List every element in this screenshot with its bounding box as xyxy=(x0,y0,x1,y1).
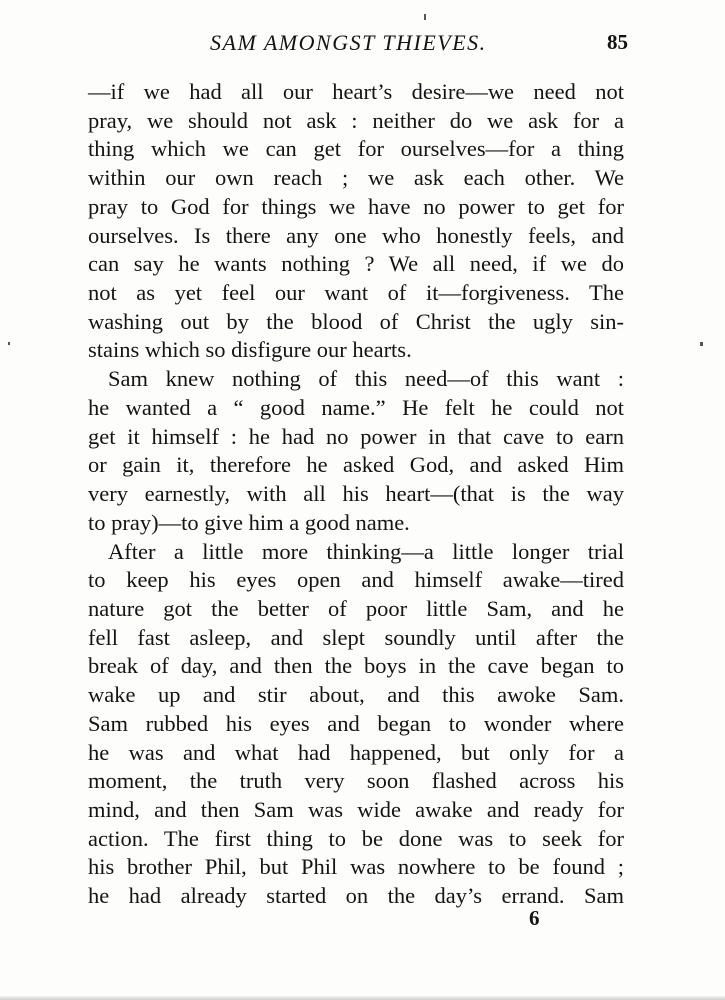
text-line: mind, and then Sam was wide awake and ready for xyxy=(88,796,624,822)
text-line: break of day, and then the boys in the cave began to xyxy=(88,653,624,679)
text-line: ourselves. Is there any one who honestly feels, and xyxy=(88,222,624,248)
page-number: 85 xyxy=(607,30,628,54)
text-line: he wanted a “ good name.” He felt he could not xyxy=(88,394,624,420)
page-bottom-edge xyxy=(0,996,725,1000)
text-line: fell fast asleep, and slept soundly until after the xyxy=(88,624,624,650)
text-line: he was and what had happened, but only for a xyxy=(88,739,624,765)
body-text xyxy=(88,78,624,911)
text-line: to pray)—to give him a good name. xyxy=(88,509,410,535)
running-title: SAM AMONGST THIEVES. xyxy=(210,30,487,55)
text-line: he had already started on the day’s errand. Sam xyxy=(88,883,624,909)
text-line: action. The first thing to be done was to seek for xyxy=(88,825,624,851)
text-line: thing which we can get for ourselves—for a thing xyxy=(88,136,624,162)
text-line: stains which so disfigure our hearts. xyxy=(88,337,412,363)
text-line: pray to God for things we have no power to get for xyxy=(88,193,624,219)
text-line: very earnestly, with all his heart—(that is the way xyxy=(88,481,624,507)
text-line: within our own reach ; we ask each other. We xyxy=(88,165,624,191)
text-line: nature got the better of poor little Sam, and he xyxy=(88,595,624,621)
text-line: not as yet feel our want of it—forgiveness. The xyxy=(88,280,624,306)
text-line: pray, we should not ask : neither do we ask for a xyxy=(88,107,624,133)
text-line: can say he wants nothing ? We all need, if we do xyxy=(88,251,624,277)
text-line: moment, the truth very soon flashed across his xyxy=(88,768,624,794)
print-speck xyxy=(700,342,703,346)
text-line: Sam rubbed his eyes and began to wonder where xyxy=(88,710,624,736)
signature-mark: 6 xyxy=(529,906,540,930)
text-line: After a little more thinking—a little longer trial xyxy=(108,538,624,564)
running-head xyxy=(88,30,628,60)
text-line: wake up and stir about, and this awoke Sam. xyxy=(88,682,624,708)
text-line: or gain it, therefore he asked God, and asked Him xyxy=(88,452,624,478)
text-line: washing out by the blood of Christ the ugly sin- xyxy=(88,308,624,334)
print-speck xyxy=(8,342,10,345)
text-line: to keep his eyes open and himself awake—tired xyxy=(88,567,624,593)
print-speck xyxy=(424,14,426,20)
text-line: his brother Phil, but Phil was nowhere to be found ; xyxy=(88,854,624,880)
text-line: Sam knew nothing of this need—of this want : xyxy=(108,366,624,392)
text-line: get it himself : he had no power in that cave to earn xyxy=(88,423,624,449)
text-line: —if we had all our heart’s desire—we need not xyxy=(88,79,624,104)
